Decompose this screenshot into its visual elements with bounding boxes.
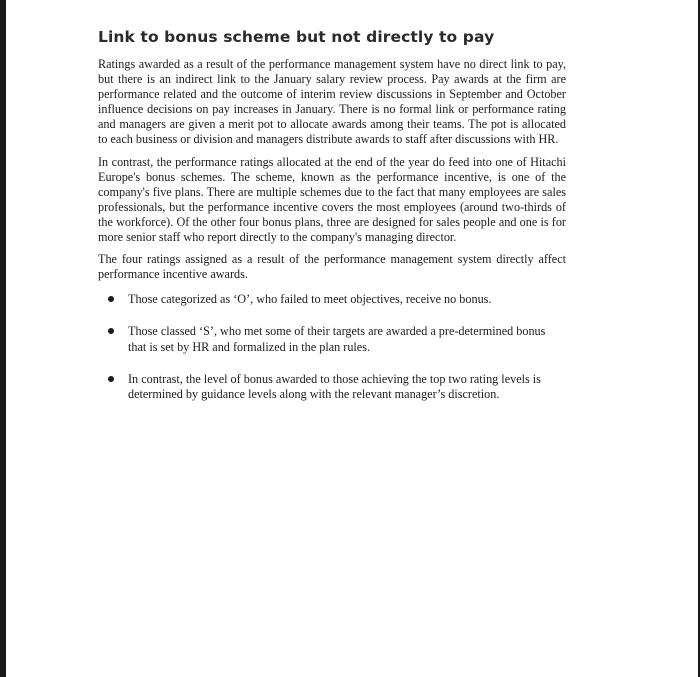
document-page (6, 0, 698, 677)
bullet-dot-icon (108, 376, 114, 382)
bullet-list (98, 292, 566, 401)
bullet-text: Those categorized as ‘O’, who failed to meet objectives, receive no bonus. (128, 292, 492, 307)
bullet-text: In contrast, the level of bonus awarded to those achieving the top two rating levels is determined by guidance levels along with the relevant manager’s discretion. (128, 371, 541, 401)
paragraph-ratings-pay: Ratings awarded as a result of the performance management system have no direct link to pay, but there is an indirect link to the January salary review process. Pay awards at the firm are performance related and the outcome of interim review discussions in September and October influence decisions on pay increases in January. There is no formal link or performance rating and managers are given a merit pot to allocate awards among their teams. The pot is allocated to each business or division and managers distribute awards to staff after discussions with HR. (98, 57, 566, 147)
bullet-item-s-rating (98, 324, 566, 354)
bullet-text: Those classed ‘S’, who met some of their targets are awarded a pre-determined bonus that is set by HR and formalized in the plan rules. (128, 324, 546, 354)
bullet-dot-icon (108, 296, 114, 302)
bullet-item-top-ratings (98, 372, 566, 402)
paragraph-bonus-schemes: In contrast, the performance ratings allocated at the end of the year do feed into one of Hitachi Europe's bonus schemes. The scheme, known as the performance incentive, is one of the company's five plans. There are multiple schemes due to the fact that many employees are sales professionals, but the performance incentive covers the most employees (around two-thirds of the workforce). Of the other four bonus plans, three are designed for sales people and one is for more senior staff who report directly to the company's managing director. (98, 154, 566, 245)
section-heading: Link to bonus scheme but not directly to pay (98, 28, 495, 46)
bullet-item-o-rating (98, 292, 566, 307)
paragraph-four-ratings: The four ratings assigned as a result of the performance management system directly affect performance incentive awards. (98, 252, 566, 282)
bullet-dot-icon (108, 328, 114, 334)
page-content (98, 28, 566, 419)
